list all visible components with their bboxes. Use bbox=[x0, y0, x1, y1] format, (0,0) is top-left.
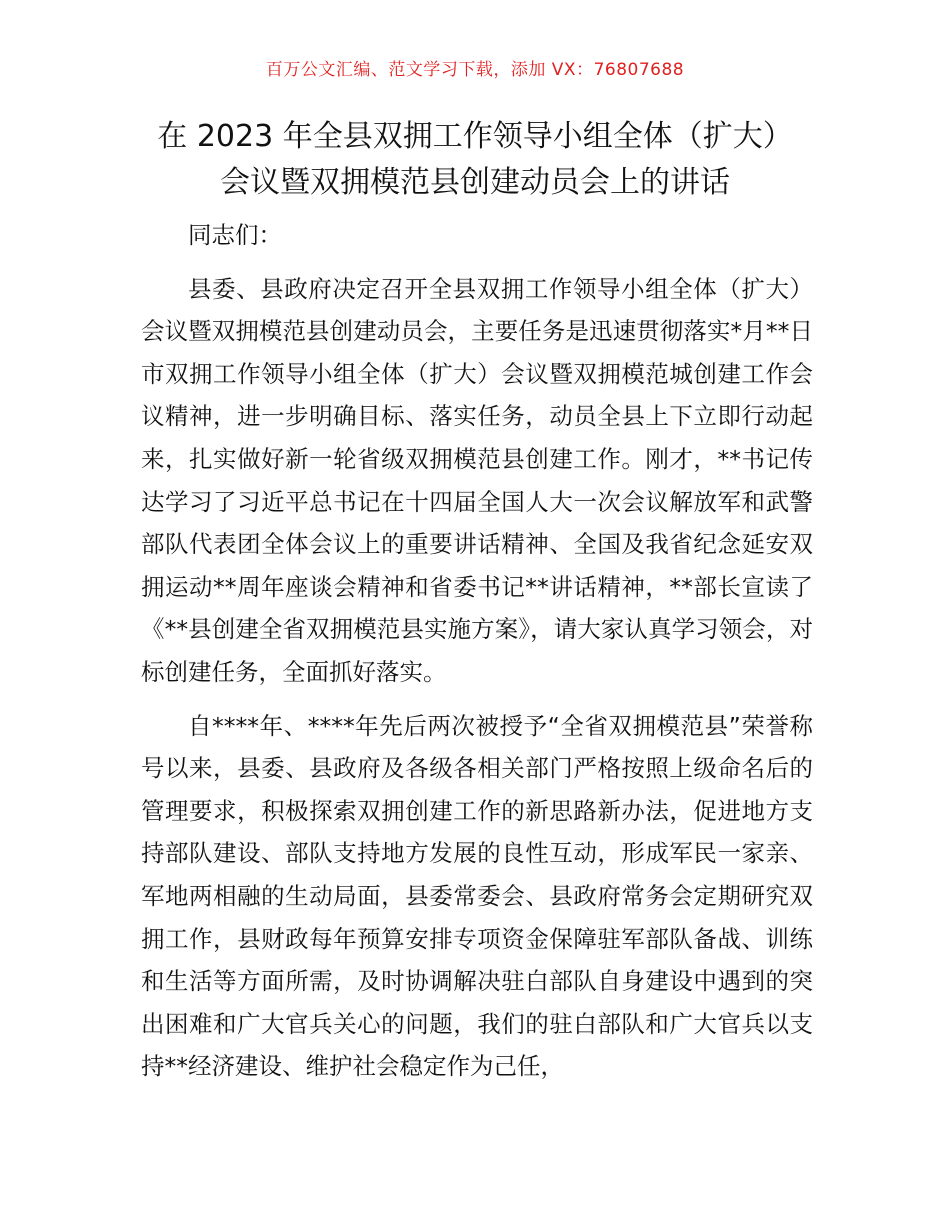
paragraph: 自****年、****年先后两次被授予“全省双拥模范县”荣誉称号以来，县委、县政府及各级各相关部门严格按照上级命名后的管理要求，积极探索双拥创建工作的新思路新办法，促进地方支持部队建设、部队支持地方发展的良性互动，形成军民一家亲、军地两相融的生动局面，县委常委会、县政府常务会定期研究双拥工作，县财政每年预算安排专项资金保障驻军部队备战、训练和生活等方面所需，及时协调解决驻白部队自身建设中遇到的突出困难和广大官兵关心的问题，我们的驻白部队和广大官兵以支持**经济建设、维护社会稳定作为己任， bbox=[141, 711, 813, 1081]
document-title bbox=[100, 114, 850, 206]
title-line-2: 会议暨双拥模范县创建动员会上的讲话 bbox=[220, 165, 730, 200]
paragraph: 县委、县政府决定召开全县双拥工作领导小组全体（扩大）会议暨双拥模范县创建动员会，主要任务是迅速贯彻落实*月**日市双拥工作领导小组全体（扩大）会议暨双拥模范城创建工作会议精神，进一步明确目标、落实任务，动员全县上下立即行动起来，扎实做好新一轮省级双拥模范县创建工作。刚才，**书记传达学习了习近平总书记在十四届全国人大一次会议解放军和武警部队代表团全体会议上的重要讲话精神、全国及我省纪念延安双拥运动**周年座谈会精神和省委书记**讲话精神，**部长宣读了《**县创建全省双拥模范县实施方案》，请大家认真学习领会，对标创建任务，全面抓好落实。 bbox=[141, 274, 813, 686]
title-line-1: 在 2023 年全县双拥工作领导小组全体（扩大） bbox=[157, 119, 793, 154]
salutation: 同志们： bbox=[188, 221, 282, 249]
header-banner: 百万公文汇编、范文学习下载，添加 VX：76807688 bbox=[265, 60, 685, 80]
document-body bbox=[141, 214, 813, 1088]
